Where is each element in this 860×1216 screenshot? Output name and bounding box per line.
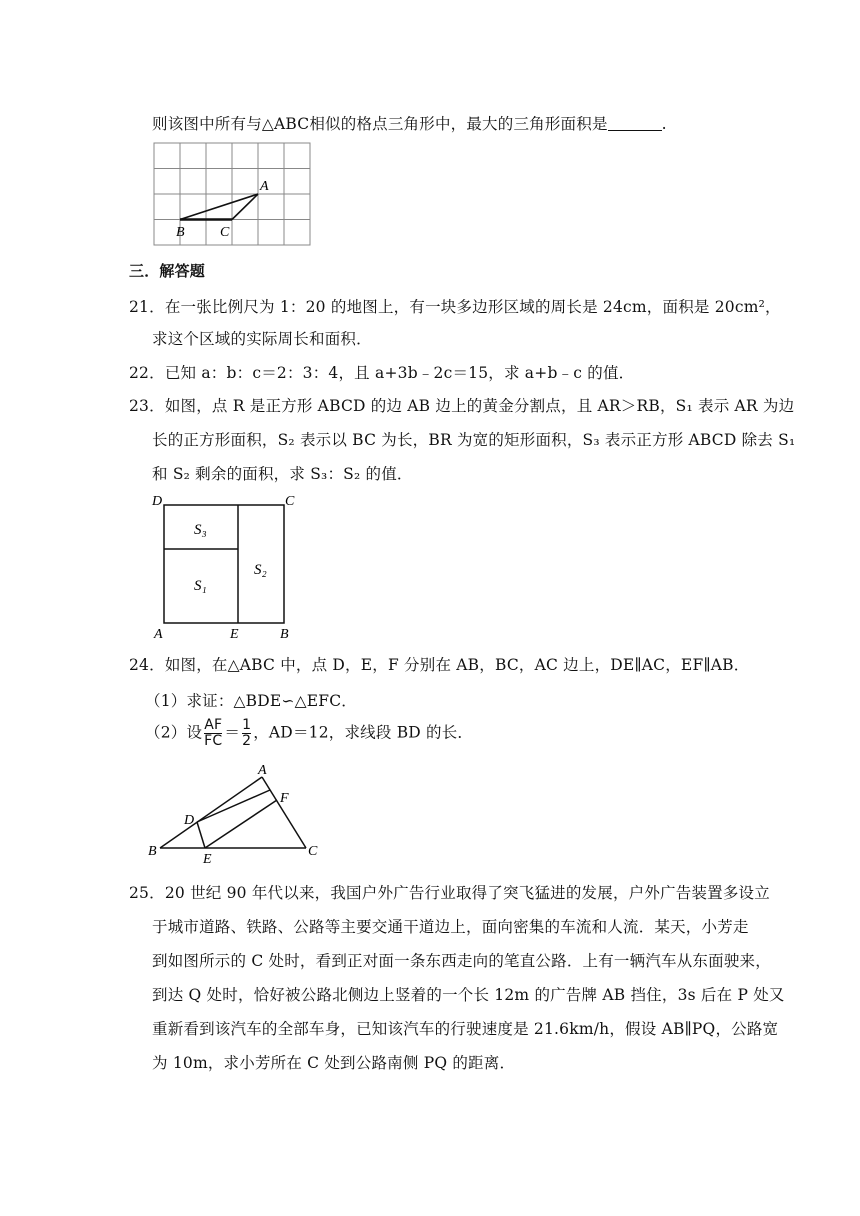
- label-s2: S₂: [254, 562, 267, 578]
- q20-text-end: .: [661, 115, 667, 133]
- q24-part-2-pre: （2）设: [145, 723, 203, 742]
- fraction-denominator: 2: [242, 733, 252, 749]
- answer-blank: [608, 116, 662, 131]
- label-d: D: [184, 813, 195, 828]
- label-e: E: [230, 627, 239, 642]
- q24-part-2: [145, 718, 473, 749]
- label-b: B: [280, 627, 289, 642]
- q21-line-2: 求这个区域的实际周长和面积．: [152, 330, 372, 348]
- label-e: E: [203, 852, 212, 867]
- label-c: C: [220, 225, 230, 240]
- q25-line-5: 重新看到该汽车的全部车身，已知该汽车的行驶速度是 21.6km/h，假设 AB∥PQ，公路宽: [152, 1020, 779, 1038]
- triangle-lines: [160, 777, 306, 848]
- fraction-numerator: AF: [204, 717, 223, 733]
- q23-line-1: 23．如图，点 R 是正方形 ABCD 的边 AB 边上的黄金分割点，且 AR＞RB，S₁ 表示 AR 为边: [129, 397, 795, 415]
- label-a: A: [260, 179, 269, 194]
- fraction-numerator: 1: [242, 717, 252, 733]
- q24-part-1: （1）求证：△BDE∽△EFC．: [145, 692, 357, 710]
- q25-line-2: 于城市道路、铁路、公路等主要交通干道边上，面向密集的车流和人流．某天，小芳走: [152, 918, 749, 936]
- q25-line-1: 25．20 世纪 90 年代以来，我国户外广告行业取得了突飞猛进的发展，户外广告装置多设立: [129, 884, 770, 902]
- square-regions-figure: [148, 490, 308, 642]
- label-s1: S₁: [194, 578, 207, 594]
- q23-line-3: 和 S₂ 剩余的面积，求 S₃：S₂ 的值．: [152, 465, 413, 483]
- label-d: D: [152, 494, 163, 509]
- q21-line-1: 21．在一张比例尺为 1：20 的地图上，有一块多边形区域的周长是 24cm，面积是 20cm²，: [129, 298, 781, 316]
- q20-text: [152, 112, 667, 134]
- section-heading: 三．解答题: [129, 262, 206, 280]
- equals-sign: ＝: [224, 723, 241, 742]
- q23-line-2: 长的正方形面积，S₂ 表示以 BC 为长，BR 为宽的矩形面积，S₃ 表示正方形 ABCD 除去 S₁: [152, 431, 796, 449]
- q24-line-1: 24．如图，在△ABC 中，点 D，E，F 分别在 AB，BC，AC 边上，DE∥AC，EF∥AB．: [129, 656, 750, 674]
- label-f: F: [280, 791, 289, 806]
- q20-text-main: 则该图中所有与△ABC相似的格点三角形中，最大的三角形面积是: [152, 115, 608, 133]
- label-a: A: [258, 763, 267, 778]
- q25-line-4: 到达 Q 处时，恰好被公路北侧边上竖着的一个长 12m 的广告牌 AB 挡住，3s 后在 P 处又: [152, 986, 785, 1004]
- fraction-denominator: FC: [204, 733, 223, 749]
- label-b: B: [176, 225, 185, 240]
- fraction-one-half: [242, 718, 251, 749]
- label-s3: S₃: [194, 522, 207, 538]
- fraction-af-fc: [204, 718, 222, 749]
- label-c: C: [308, 844, 318, 859]
- grid-triangle-figure: [150, 140, 316, 250]
- q22-line: 22．已知 a：b：c＝2：3：4，且 a+3b﹣2c＝15，求 a+b﹣c 的值．: [129, 364, 635, 382]
- triangle-abc: [180, 194, 258, 220]
- label-a: A: [154, 627, 163, 642]
- q25-line-3: 到如图所示的 C 处时，看到正对面一条东西走向的笔直公路．上有一辆汽车从东面驶来，: [152, 952, 771, 970]
- q25-line-6: 为 10m，求小芳所在 C 处到公路南侧 PQ 的距离．: [152, 1054, 516, 1072]
- triangle-parallelogram-figure: [146, 760, 326, 868]
- q24-part-2-post: ，AD＝12，求线段 BD 的长．: [253, 723, 474, 742]
- label-b: B: [148, 844, 157, 859]
- label-c: C: [285, 494, 295, 509]
